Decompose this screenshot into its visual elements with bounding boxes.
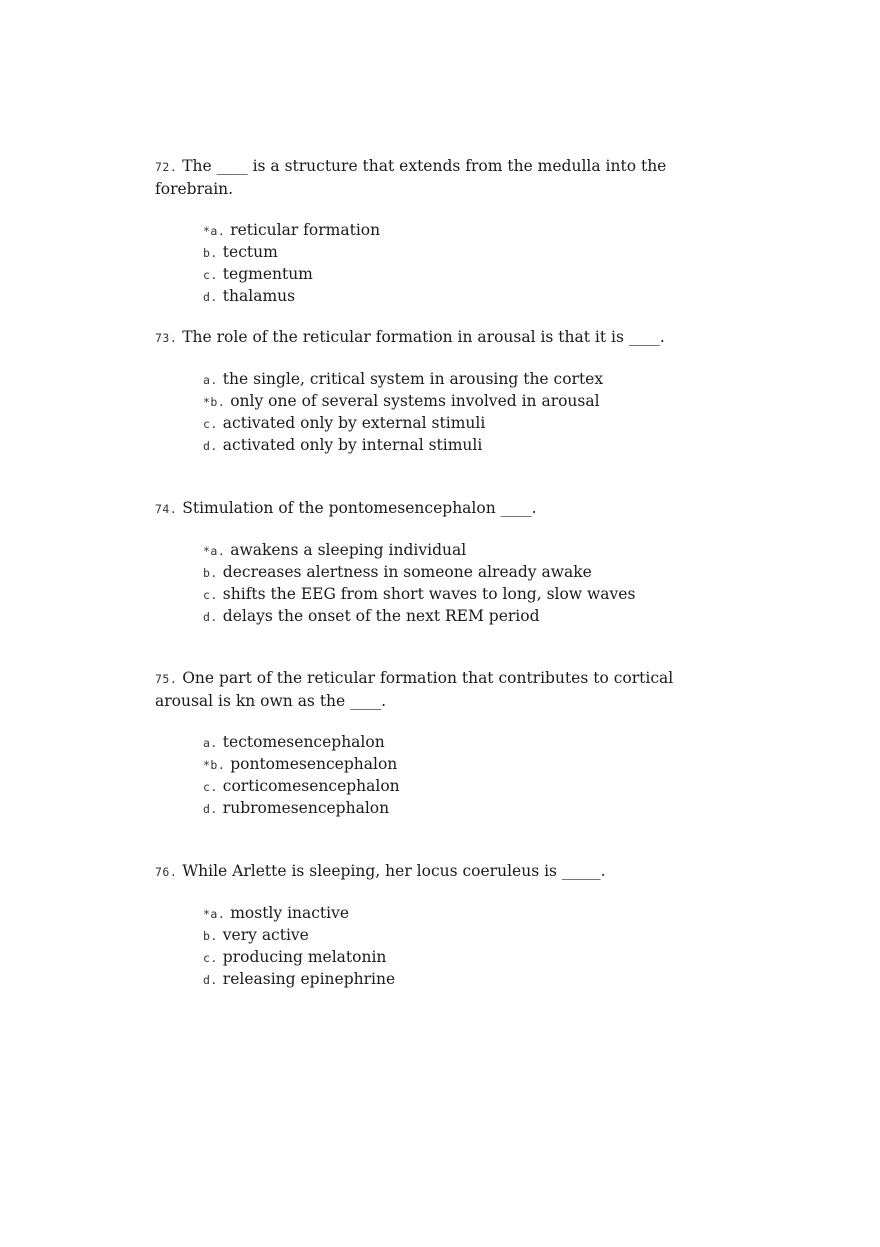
question-stem — [155, 667, 735, 712]
option-text: tegmentum — [222, 265, 313, 283]
question-stem — [155, 860, 735, 883]
option-letter: d. — [203, 290, 218, 304]
option-letter: b. — [203, 566, 218, 580]
answer-option — [203, 413, 735, 435]
answer-options — [203, 220, 735, 308]
answer-option — [203, 584, 735, 606]
option-text: reticular formation — [230, 221, 381, 239]
answer-option — [203, 606, 735, 628]
option-text: thalamus — [222, 287, 296, 305]
question-text: Stimulation of the pontomesencephalon ____. — [182, 499, 537, 517]
answer-option — [203, 220, 735, 242]
option-letter: *a. — [203, 224, 226, 238]
answer-option — [203, 754, 735, 776]
option-text: pontomesencephalon — [230, 755, 398, 773]
answer-option — [203, 732, 735, 754]
answer-option — [203, 391, 735, 413]
answer-options — [203, 540, 735, 628]
question-72 — [155, 155, 735, 308]
question-stem — [155, 155, 735, 200]
answer-option — [203, 264, 735, 286]
question-number: 72. — [155, 160, 178, 174]
question-number: 73. — [155, 331, 178, 345]
answer-option — [203, 776, 735, 798]
option-text: activated only by external stimuli — [222, 414, 486, 432]
option-letter: c. — [203, 780, 218, 794]
option-letter: d. — [203, 439, 218, 453]
answer-option — [203, 925, 735, 947]
question-stem — [155, 326, 735, 349]
question-number: 75. — [155, 672, 178, 686]
option-letter: c. — [203, 268, 218, 282]
question-number: 74. — [155, 502, 178, 516]
option-text: rubromesencephalon — [222, 799, 390, 817]
question-74 — [155, 497, 735, 628]
answer-option — [203, 969, 735, 991]
question-text: The role of the reticular formation in arousal is that it is ____. — [182, 328, 665, 346]
option-letter: c. — [203, 417, 218, 431]
option-letter: d. — [203, 802, 218, 816]
answer-option — [203, 947, 735, 969]
answer-option — [203, 540, 735, 562]
option-letter: *a. — [203, 544, 226, 558]
answer-option — [203, 798, 735, 820]
question-text: While Arlette is sleeping, her locus coeruleus is _____. — [182, 862, 606, 880]
option-text: mostly inactive — [230, 904, 350, 922]
option-letter: d. — [203, 973, 218, 987]
option-letter: *a. — [203, 907, 226, 921]
option-text: very active — [222, 926, 309, 944]
answer-option — [203, 562, 735, 584]
option-text: only one of several systems involved in arousal — [230, 392, 600, 410]
option-text: producing melatonin — [222, 948, 387, 966]
option-letter: a. — [203, 736, 218, 750]
option-text: shifts the EEG from short waves to long, slow waves — [222, 585, 636, 603]
question-73 — [155, 326, 735, 457]
option-text: tectomesencephalon — [222, 733, 385, 751]
option-text: activated only by internal stimuli — [222, 436, 483, 454]
option-letter: a. — [203, 373, 218, 387]
question-text: The ____ is a structure that extends from the medulla into the forebrain. — [155, 157, 667, 198]
option-letter: *b. — [203, 395, 226, 409]
answer-option — [203, 242, 735, 264]
option-letter: c. — [203, 588, 218, 602]
option-text: tectum — [222, 243, 278, 261]
option-text: releasing epinephrine — [222, 970, 396, 988]
answer-options — [203, 732, 735, 820]
option-text: corticomesencephalon — [222, 777, 400, 795]
question-75 — [155, 667, 735, 820]
option-text: decreases alertness in someone already awake — [222, 563, 592, 581]
answer-option — [203, 435, 735, 457]
option-text: awakens a sleeping individual — [230, 541, 467, 559]
answer-option — [203, 903, 735, 925]
question-76 — [155, 860, 735, 991]
answer-options — [203, 903, 735, 991]
answer-option — [203, 286, 735, 308]
answer-options — [203, 369, 735, 457]
answer-option — [203, 369, 735, 391]
question-stem — [155, 497, 735, 520]
question-number: 76. — [155, 865, 178, 879]
option-text: delays the onset of the next REM period — [222, 607, 540, 625]
option-letter: d. — [203, 610, 218, 624]
option-letter: c. — [203, 951, 218, 965]
option-letter: b. — [203, 929, 218, 943]
question-text: One part of the reticular formation that contributes to cortical arousal is kn own as the ____. — [155, 669, 674, 710]
option-text: the single, critical system in arousing the cortex — [222, 370, 604, 388]
option-letter: *b. — [203, 758, 226, 772]
option-letter: b. — [203, 246, 218, 260]
